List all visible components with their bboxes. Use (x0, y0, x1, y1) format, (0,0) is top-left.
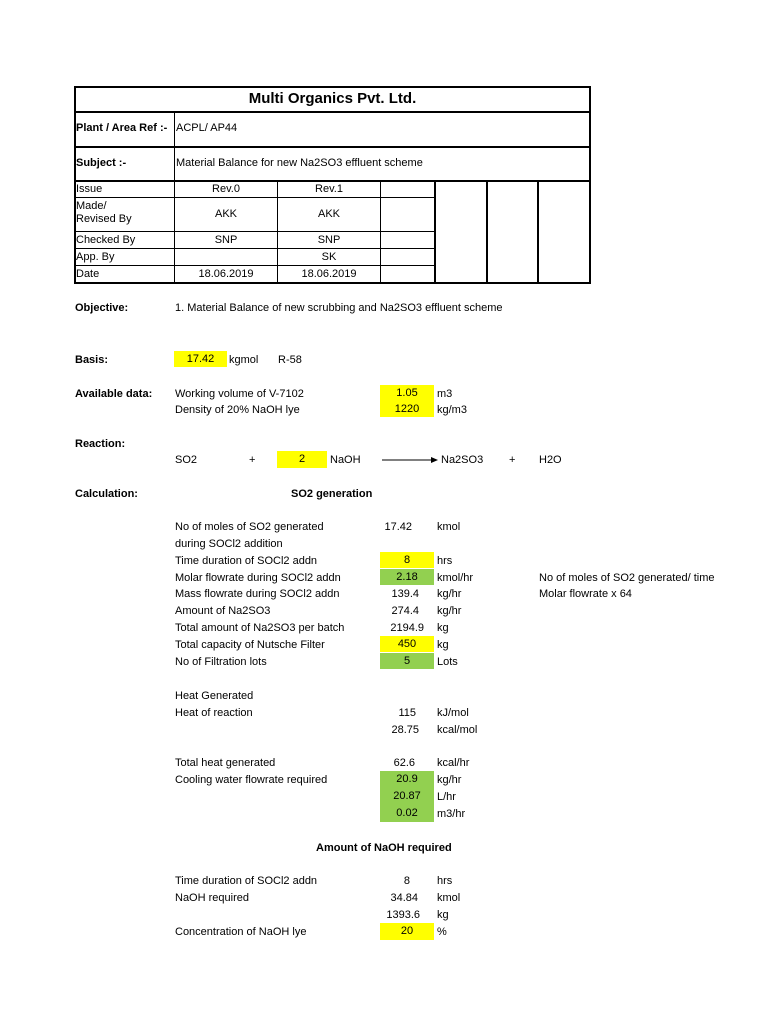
calc-row-value: 8 (380, 552, 434, 568)
calculation-label: Calculation: (75, 488, 138, 500)
calc-row-name: Total capacity of Nutsche Filter (175, 639, 325, 651)
issue-rev1: Rev.1 (315, 183, 343, 195)
plus-sign: + (509, 454, 516, 466)
objective-label: Objective: (75, 302, 129, 314)
made-label: Made/ Revised By (76, 200, 132, 225)
calc-row-unit: kg (437, 622, 449, 634)
naoh-conc-value: 20 (380, 923, 434, 940)
product-na2so3: Na2SO3 (441, 454, 484, 466)
heat-reaction-label: Heat of reaction (175, 707, 253, 719)
heat-title: Heat Generated (175, 690, 254, 702)
plus-sign: + (249, 454, 256, 466)
cooling-label: Cooling water flowrate required (175, 774, 328, 786)
heat-reaction-kcal-unit: kcal/mol (437, 724, 478, 736)
made-rev1: AKK (317, 208, 340, 220)
divider (74, 111, 591, 113)
calc-row-note: No of moles of SO2 generated/ time (539, 572, 715, 584)
basis-ref: R-58 (278, 354, 302, 366)
divider (537, 180, 539, 283)
calc-row-name: Mass flowrate during SOCl2 addn (175, 588, 340, 600)
product-h2o: H2O (539, 454, 562, 466)
naoh-conc-label: Concentration of NaOH lye (175, 926, 307, 938)
available-value-0: 1.05 (380, 385, 434, 401)
calc-row-unit: Lots (437, 656, 458, 668)
calc-row-value: 450 (380, 636, 434, 652)
calc-row-unit: kmol/hr (437, 572, 474, 584)
available-value-1: 1220 (380, 401, 434, 417)
heat-reaction-kcal: 28.75 (391, 724, 419, 736)
naoh-req-kmol-unit: kmol (437, 892, 461, 904)
reaction-label: Reaction: (75, 438, 126, 450)
naoh-conc-unit: % (437, 926, 447, 938)
calc-row-unit: hrs (437, 555, 453, 567)
heat-reaction-kj-unit: kJ/mol (437, 707, 469, 719)
available-name-0: Working volume of V-7102 (175, 388, 304, 400)
divider (380, 180, 381, 283)
cooling-value: 0.02 (380, 805, 434, 822)
available-label: Available data: (75, 388, 153, 400)
so2-generation-title: SO2 generation (291, 488, 373, 500)
date-label: Date (76, 268, 100, 280)
company-title: Multi Organics Pvt. Ltd. (248, 90, 417, 107)
issue-rev0: Rev.0 (212, 183, 240, 195)
naoh-req-kg-unit: kg (437, 909, 449, 921)
calc-row-value: 139.4 (391, 588, 419, 600)
heat-total-value: 62.6 (393, 757, 415, 769)
divider (486, 180, 488, 283)
subject-value: Material Balance for new Na2SO3 effluent scheme (176, 157, 423, 169)
moles-value: 17.42 (384, 521, 412, 533)
naoh-time-label: Time duration of SOCl2 addn (175, 875, 318, 887)
plant-label: Plant / Area Ref :- (76, 122, 168, 134)
moles-unit: kmol (437, 521, 461, 533)
plant-value: ACPL/ AP44 (176, 122, 238, 134)
naoh-time-value: 8 (403, 875, 410, 887)
available-unit-0: m3 (437, 388, 453, 400)
calc-row-name: Time duration of SOCl2 addn (175, 555, 318, 567)
issue-label: Issue (76, 183, 103, 195)
available-name-1: Density of 20% NaOH lye (175, 404, 300, 416)
subject-label: Subject :- (76, 157, 127, 169)
heat-reaction-kj: 115 (398, 707, 416, 719)
available-unit-1: kg/m3 (437, 404, 467, 416)
naoh-req-kmol: 34.84 (390, 892, 418, 904)
moles-label: No of moles of SO2 generated (175, 521, 324, 533)
cooling-value: 20.87 (380, 788, 434, 805)
moles-label-2: during SOCl2 addition (175, 538, 283, 550)
basis-value: 17.42 (174, 351, 227, 367)
reactant-naoh: NaOH (330, 454, 361, 466)
calc-row-name: Molar flowrate during SOCl2 addn (175, 572, 341, 584)
cooling-unit: L/hr (437, 791, 456, 803)
divider (434, 180, 436, 283)
calc-row-value: 2.18 (380, 569, 434, 585)
calc-row-value: 274.4 (391, 605, 419, 617)
app-rev1: SK (321, 251, 337, 263)
app-label: App. By (76, 251, 115, 263)
calc-row-name: Amount of Na2SO3 (175, 605, 271, 617)
date-rev1: 18.06.2019 (301, 268, 357, 280)
calc-row-unit: kg/hr (437, 605, 462, 617)
naoh-time-unit: hrs (437, 875, 453, 887)
date-rev0: 18.06.2019 (198, 268, 254, 280)
divider (174, 111, 175, 283)
naoh-title: Amount of NaOH required (316, 842, 452, 854)
objective-text: 1. Material Balance of new scrubbing and Na2SO3 effluent scheme (175, 302, 503, 314)
divider (74, 146, 591, 148)
calc-row-unit: kg (437, 639, 449, 651)
calc-row-note: Molar flowrate x 64 (539, 588, 632, 600)
heat-total-unit: kcal/hr (437, 757, 470, 769)
made-rev0: AKK (214, 208, 237, 220)
naoh-req-kg: 1393.6 (386, 909, 420, 921)
cooling-value: 20.9 (380, 771, 434, 788)
basis-unit: kgmol (229, 354, 259, 366)
calc-row-name: No of Filtration lots (175, 656, 267, 668)
naoh-coefficient: 2 (277, 451, 327, 468)
reaction-arrow-icon (382, 453, 438, 467)
checked-rev0: SNP (214, 234, 238, 246)
reactant-so2: SO2 (175, 454, 198, 466)
calc-row-name: Total amount of Na2SO3 per batch (175, 622, 345, 634)
calc-row-value: 2194.9 (390, 622, 424, 634)
calc-row-value: 5 (380, 653, 434, 669)
cooling-unit: kg/hr (437, 774, 462, 786)
heat-total-label: Total heat generated (175, 757, 276, 769)
naoh-req-label: NaOH required (175, 892, 249, 904)
basis-label: Basis: (75, 354, 109, 366)
checked-rev1: SNP (317, 234, 341, 246)
calc-row-unit: kg/hr (437, 588, 462, 600)
checked-label: Checked By (76, 234, 136, 246)
cooling-unit: m3/hr (437, 808, 466, 820)
